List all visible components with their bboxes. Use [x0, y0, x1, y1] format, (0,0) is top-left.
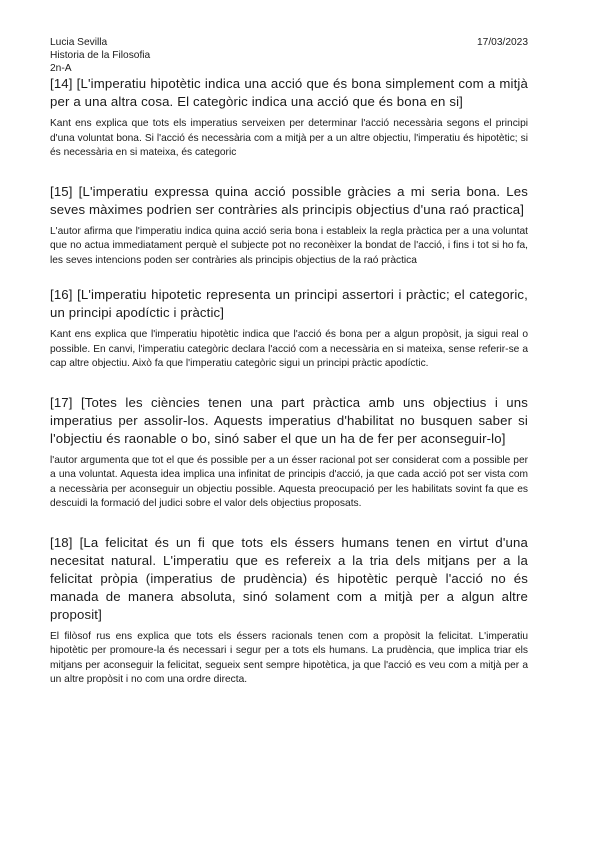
section-quote: [15] [L'imperatiu expressa quina acció possible gràcies a mi seria bona. Les seves màximes podrien ser contràries als principis objectius d'una raó practica] [50, 183, 528, 217]
section-15 [50, 183, 528, 269]
group-label: 2n-A [50, 63, 72, 74]
section-quote: [17] [Totes les ciències tenen una part pràctica amb uns objectius i uns imperatius per assolir-los. Aquests imperatius d'habilitat no busquen saber si l'objectiu és raonable o bo, sinó saber el que un ha de fer per aconseguir-lo] [50, 394, 528, 446]
author-name: Lucia Sevilla [50, 37, 108, 48]
section-quote: [14] [L'imperatiu hipotètic indica una acció que és bona simplement com a mitjà per a una altra cosa. El categòric indica una acció que és bona en si] [50, 76, 528, 109]
section-17 [50, 394, 528, 512]
section-commentary: l'autor argumenta que tot el que és possible per a un ésser racional pot ser considerat com a possible per a una voluntat. Aquesta idea implica una infinitat de principis d'acció, ja que cada acció pot ser vista com a necessària per aconseguir un objectiu possible. Aquesta preocupació per les habilitats sovint fa que es descuidi la formació del judici sobre el valor dels objectius proposats. [50, 454, 528, 509]
section-16 [50, 286, 528, 372]
course-name: Historia de la Filosofia [50, 50, 151, 61]
document-header [50, 36, 528, 75]
section-commentary: Kant ens explica que l'imperatiu hipotètic indica que l'acció és bona per a algun propòsit, ja sigui real o possible. En canvi, l'imperatiu categòric declara l'acció com a necessària en si mateixa, sense referir-se a cap altre objectiu. Això fa que l'imperatiu categòric sigui un principi pràctic apodíctic. [50, 329, 528, 369]
section-quote: [18] [La felicitat és un fi que tots els éssers humans tenen en virtut d'una necesitat natural. L'imperatiu que es refereix a la tria dels mitjans per a la felicitat pròpia (imperatius de prudència) és hipotètic perquè l'acció no és manada de manera absoluta, sinó solament com a mitjà per a algun altre proposit] [50, 534, 528, 622]
section-commentary: El filòsof rus ens explica que tots els éssers racionals tenen com a propòsit la felicitat. L'imperatiu hipotètic per promoure-la és necessari i segur per a tots els humans. La prudència, que implica triar els mitjans per aconseguir la felicitat, segueix sent sempre hipotètica, ja que l'acció es veu com a mitjà per a un altre propòsit i no com una ordre directa. [50, 630, 528, 685]
section-quote: [16] [L'imperatiu hipotetic representa un principi assertori i pràctic; el categoric, un principi apodíctic i pràctic] [50, 287, 528, 320]
document-page [50, 36, 528, 688]
document-date: 17/03/2023 [477, 37, 528, 48]
section-14 [50, 75, 528, 161]
section-commentary: Kant ens explica que tots els imperatius serveixen per determinar l'acció necessària segons el principi d'una voluntat bona. Si l'acció és necessària com a mitjà per a un altre objectiu, l'imperatiu és hipotètic; si és necessària en si mateixa, és categoric [50, 118, 528, 158]
section-commentary: L'autor afirma que l'imperatiu indica quina acció seria bona i estableix la regla pràctica per a una voluntat que no actua immediatament perquè el subjecte pot no reconèixer la bondat de l'acció, i fins i tot si ho fa, les seves intencions poden ser contràries als principis objectius de la raó pràctica [50, 225, 528, 266]
section-18 [50, 534, 528, 688]
